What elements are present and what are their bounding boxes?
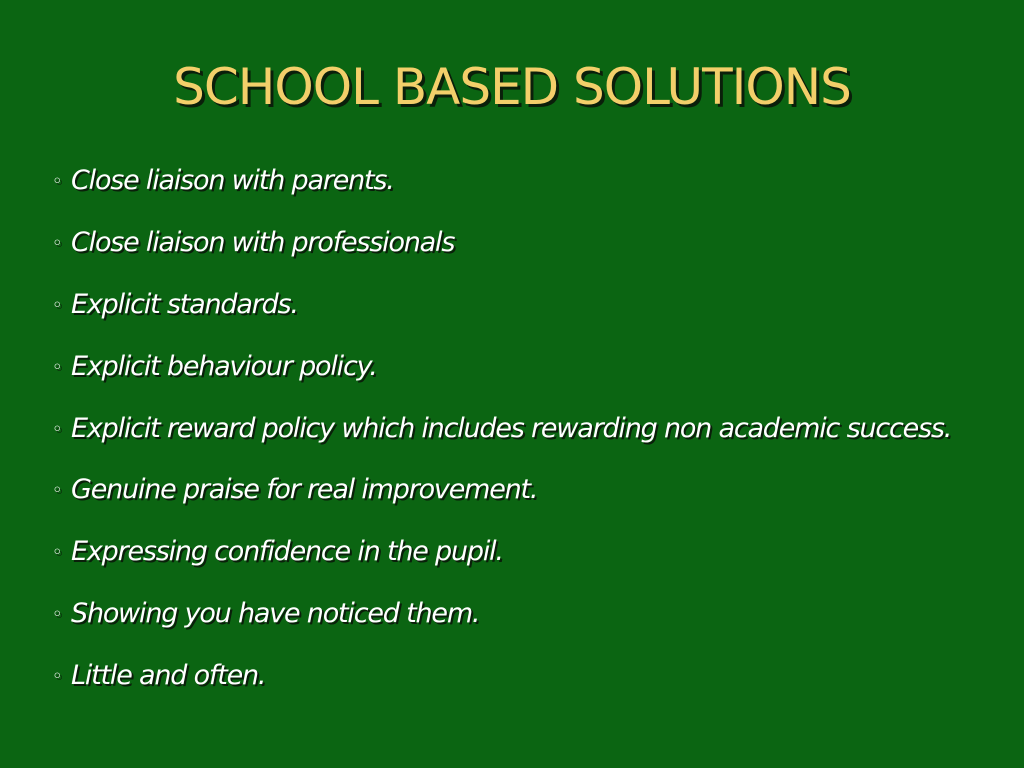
bullet-marker-icon: ◦ — [52, 357, 62, 378]
bullet-text: Genuine praise for real improvement. — [71, 474, 538, 505]
bullet-text: Close liaison with professionals — [71, 227, 455, 258]
bullet-marker-icon: ◦ — [52, 171, 62, 192]
bullet-marker-icon: ◦ — [52, 666, 62, 687]
bullet-text: Little and often. — [71, 660, 266, 691]
bullet-marker-icon: ◦ — [52, 233, 62, 254]
bullet-text: Explicit reward policy which includes rewarding non academic success. — [71, 413, 952, 444]
bullet-marker-icon: ◦ — [52, 419, 62, 440]
bullet-marker-icon: ◦ — [52, 295, 62, 316]
bullet-text: Expressing confidence in the pupil. — [71, 536, 503, 567]
bullet-item — [52, 593, 972, 635]
bullet-item — [52, 408, 972, 450]
bullet-item — [52, 346, 972, 388]
bullet-text: Showing you have noticed them. — [71, 598, 480, 629]
bullet-item — [52, 531, 972, 573]
bullet-item — [52, 222, 972, 264]
bullet-marker-icon: ◦ — [52, 542, 62, 563]
bullet-item — [52, 284, 972, 326]
bullet-list — [52, 160, 972, 717]
bullet-item — [52, 469, 972, 511]
bullet-item — [52, 655, 972, 697]
bullet-marker-icon: ◦ — [52, 480, 62, 501]
bullet-text: Explicit behaviour policy. — [71, 351, 377, 382]
slide-title: SCHOOL BASED SOLUTIONS — [173, 58, 851, 116]
bullet-marker-icon: ◦ — [52, 604, 62, 625]
bullet-text: Close liaison with parents. — [71, 165, 394, 196]
bullet-item — [52, 160, 972, 202]
bullet-text: Explicit standards. — [71, 289, 298, 320]
